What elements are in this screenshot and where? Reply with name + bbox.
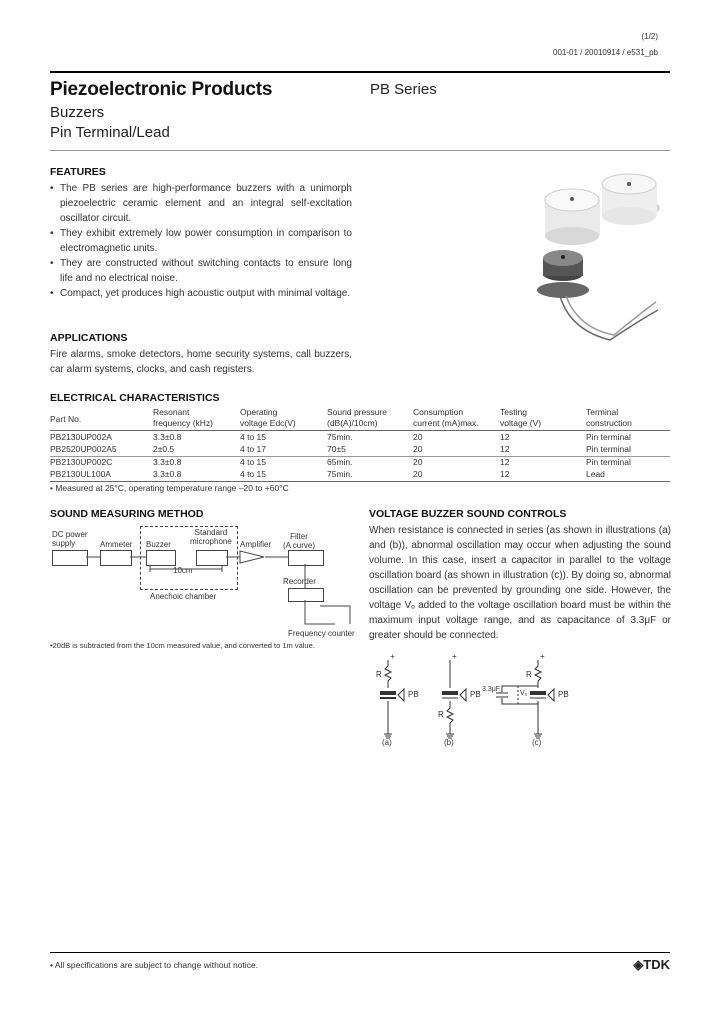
page-number: (1/2) [641,32,658,41]
ammeter-label: Ammeter [100,540,133,549]
th-voltage: Operating voltage Edc(V) [240,407,296,428]
th-part-no: Part No. [50,414,82,424]
circuit-illustrations [370,652,580,752]
th-sound: Sound pressure (dB(A)/10cm) [327,407,388,428]
diagram-wiring [50,524,360,634]
product-photo [530,170,675,345]
feature-item: • The PB series are high-performance buzzers with a unimorph piezoelectric ceramic element and an integral self-excitation oscillator circuit. [50,181,352,226]
plus-label-b: + [452,652,457,661]
distance-label: 10cm [173,566,193,575]
th-testing: Testing voltage (V) [500,407,542,428]
circuit-drawings [370,652,580,752]
feature-item: • Compact, yet produces high acoustic output with minimal voltage. [50,286,352,301]
pb-label-b: PB [470,690,481,699]
subtitle-terminal: Pin Terminal/Lead [50,124,170,141]
caption-c: (c) [532,738,542,747]
table-rule [50,430,670,431]
feature-item: • They are constructed without switching contacts to ensure long life and no electrical noise. [50,256,352,286]
pb-label-c: PB [558,690,569,699]
title-rule [50,150,670,151]
applications-text: Fire alarms, smoke detectors, home security systems, call buzzers, car alarm systems, clocks, and cash registers. [50,349,352,375]
plus-label-a: + [390,652,395,661]
pb-label-a: PB [408,690,419,699]
caption-a: (a) [382,738,392,747]
filter-label: Filter (A curve) [283,532,316,550]
table-rule [50,456,670,457]
anechoic-label: Anechoic chamber [150,592,217,601]
sound-method-heading: SOUND MEASURING METHOD [50,508,204,520]
vo-label-c: Vₒ [520,690,528,697]
tdk-logo-icon: ◈ [633,957,644,972]
table-rule [50,481,670,482]
page-title: Piezoelectronic Products [50,79,273,100]
feature-item: • They exhibit extremely low power consumption in comparison to electromagnetic units. [50,226,352,256]
sound-method-note: •20dB is subtracted from the 10cm measured value, and converted to 1m value. [50,641,315,650]
standard-mic-label: Standard microphone [190,528,232,546]
r-label-a: R [376,670,382,679]
voltage-controls-heading: VOLTAGE BUZZER SOUND CONTROLS [369,508,567,520]
th-frequency: Resonant frequency (kHz) [153,407,213,428]
freq-counter-label: Frequency counter [288,629,355,638]
document-id: 001-01 / 20010914 / e531_pb [553,48,658,57]
features-list [50,181,352,301]
header-rule [50,71,670,73]
r-label-c: R [526,670,532,679]
electrical-note: • Measured at 25°C, operating temperature range –20 to +60°C [50,483,289,493]
amplifier-label: Amplifier [240,540,272,549]
electrical-heading: ELECTRICAL CHARACTERISTICS [50,392,220,404]
series-name: PB Series [370,81,437,98]
plus-label-c: + [540,652,545,661]
subtitle-buzzers: Buzzers [50,104,105,121]
footer-rule [50,952,670,953]
r-label-b: R [438,710,444,719]
tdk-logo: ◈TDK [633,957,670,972]
cap-label-c: 3.3μF [482,686,501,693]
electrical-table: Part No. Resonant frequency (kHz) Operating voltage Edc(V) Sound pressure (dB(A)/10cm) Consumption current (mA)max. Testing voltage (V) Terminal construction PB2130UP002A 3.3±0.8 4 to 15 75min. 20 12 Pin terminal PB2520UP002A5 2±0.5 4 to 17 70±5 20 12 Pin terminal PB2130UP002C 3.3±0.8 4 to 15 65min. 20 12 Pin terminal PB2130UL100A 3.3±0.8 4 to 15 75min. 20 12 Lead [50,407,670,487]
th-current: Consumption current (mA)max. [413,407,479,428]
applications-heading: APPLICATIONS [50,332,128,344]
recorder-label: Recorder [283,577,316,586]
th-terminal: Terminal construction [586,407,632,428]
features-heading: FEATURES [50,166,106,178]
caption-b: (b) [444,738,454,747]
dc-power-label: DC power supply [52,530,88,548]
voltage-controls-text: When resistance is connected in series (as shown in illustrations (a) and (b)), abnormal oscillation may occur when adjusting the sound volume. In this case, insert a capacitor in parallel to the voltage oscillation board (as shown in illustration (c)). By doing so, abnormal oscillation can be prevented by grounding one side. However, the voltage Vₒ added to the voltage oscillation board must be within the maximum input voltage range, and as capacitance of 3.3μF or greater should be connected. [369,525,671,641]
buzzer-label: Buzzer [146,540,171,549]
footer-note: • All specifications are subject to change without notice. [50,960,259,970]
measuring-diagram [50,524,360,644]
